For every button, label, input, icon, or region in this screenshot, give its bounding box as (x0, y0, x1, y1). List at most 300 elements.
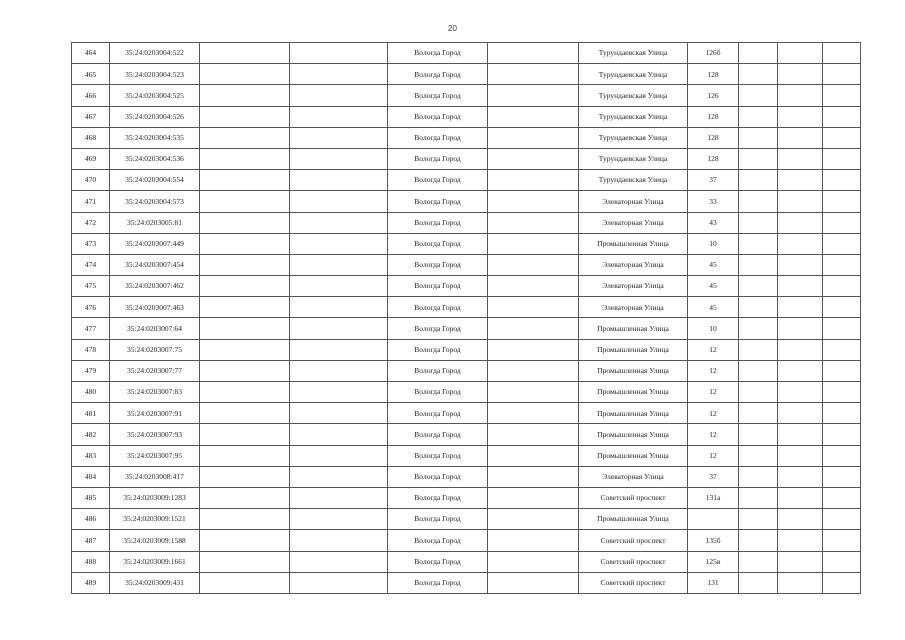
street-cell: Промышленная Улица (579, 339, 688, 360)
table-row (72, 445, 861, 466)
empty-cell (200, 572, 290, 593)
empty-cell (488, 106, 579, 127)
table-row (72, 43, 861, 64)
street-cell: Турундаевская Улица (579, 85, 688, 106)
table-row (72, 170, 861, 191)
empty-cell (200, 254, 290, 275)
settlement-cell: Вологда Город (388, 233, 488, 254)
empty-cell (739, 360, 778, 381)
empty-cell (823, 212, 861, 233)
empty-cell (488, 148, 579, 169)
empty-cell (488, 403, 579, 424)
empty-cell (290, 382, 388, 403)
empty-cell (823, 382, 861, 403)
cadastral-number-cell: 35:24:0203007:454 (110, 254, 200, 275)
house-number-cell: 37 (688, 170, 739, 191)
settlement-cell: Вологда Город (388, 360, 488, 381)
empty-cell (200, 148, 290, 169)
empty-cell (823, 85, 861, 106)
empty-cell (823, 297, 861, 318)
settlement-cell: Вологда Город (388, 64, 488, 85)
empty-cell (739, 424, 778, 445)
table-row (72, 509, 861, 530)
row-number-cell: 470 (72, 170, 110, 191)
row-number-cell: 482 (72, 424, 110, 445)
empty-cell (823, 43, 861, 64)
house-number-cell: 12 (688, 445, 739, 466)
table-row (72, 530, 861, 551)
empty-cell (200, 360, 290, 381)
empty-cell (778, 487, 823, 508)
empty-cell (488, 233, 579, 254)
empty-cell (739, 127, 778, 148)
empty-cell (200, 191, 290, 212)
cadastral-number-cell: 35:24:0203009:1588 (110, 530, 200, 551)
empty-cell (778, 64, 823, 85)
settlement-cell: Вологда Город (388, 572, 488, 593)
row-number-cell: 488 (72, 551, 110, 572)
row-number-cell: 466 (72, 85, 110, 106)
empty-cell (739, 148, 778, 169)
page-number: 20 (448, 24, 457, 33)
cadastral-number-cell: 35:24:0203009:1661 (110, 551, 200, 572)
house-number-cell: 128 (688, 106, 739, 127)
empty-cell (778, 85, 823, 106)
table-row (72, 424, 861, 445)
house-number-cell: 128 (688, 64, 739, 85)
row-number-cell: 487 (72, 530, 110, 551)
house-number-cell: 12 (688, 403, 739, 424)
house-number-cell: 126б (688, 43, 739, 64)
empty-cell (823, 509, 861, 530)
empty-cell (200, 85, 290, 106)
empty-cell (739, 254, 778, 275)
empty-cell (200, 424, 290, 445)
cadastral-number-cell: 35:24:0203007:75 (110, 339, 200, 360)
settlement-cell: Вологда Город (388, 403, 488, 424)
empty-cell (823, 487, 861, 508)
street-cell: Промышленная Улица (579, 360, 688, 381)
settlement-cell: Вологда Город (388, 445, 488, 466)
cadastral-number-cell: 35:24:0203004:536 (110, 148, 200, 169)
house-number-cell: 135б (688, 530, 739, 551)
empty-cell (488, 276, 579, 297)
empty-cell (290, 191, 388, 212)
empty-cell (290, 466, 388, 487)
cadastral-number-cell: 35:24:0203004:522 (110, 43, 200, 64)
empty-cell (778, 254, 823, 275)
street-cell: Советский проспект (579, 551, 688, 572)
empty-cell (778, 297, 823, 318)
table-row (72, 360, 861, 381)
settlement-cell: Вологда Город (388, 148, 488, 169)
row-number-cell: 467 (72, 106, 110, 127)
cadastral-number-cell: 35:24:0203007:83 (110, 382, 200, 403)
empty-cell (823, 360, 861, 381)
empty-cell (739, 572, 778, 593)
registry-table (71, 42, 861, 594)
empty-cell (739, 318, 778, 339)
empty-cell (488, 424, 579, 445)
settlement-cell: Вологда Город (388, 297, 488, 318)
empty-cell (200, 382, 290, 403)
row-number-cell: 476 (72, 297, 110, 318)
empty-cell (823, 530, 861, 551)
row-number-cell: 479 (72, 360, 110, 381)
row-number-cell: 469 (72, 148, 110, 169)
empty-cell (739, 233, 778, 254)
street-cell: Промышленная Улица (579, 382, 688, 403)
table-row (72, 339, 861, 360)
row-number-cell: 477 (72, 318, 110, 339)
house-number-cell (688, 509, 739, 530)
street-cell: Элеваторная Улица (579, 254, 688, 275)
empty-cell (200, 403, 290, 424)
empty-cell (290, 297, 388, 318)
street-cell: Советский проспект (579, 530, 688, 551)
street-cell: Элеваторная Улица (579, 276, 688, 297)
empty-cell (290, 509, 388, 530)
house-number-cell: 128 (688, 127, 739, 148)
house-number-cell: 45 (688, 297, 739, 318)
house-number-cell: 12 (688, 424, 739, 445)
empty-cell (290, 43, 388, 64)
empty-cell (778, 191, 823, 212)
table-row (72, 487, 861, 508)
empty-cell (739, 551, 778, 572)
street-cell: Турундаевская Улица (579, 43, 688, 64)
table-row (72, 297, 861, 318)
table-row (72, 254, 861, 275)
cadastral-number-cell: 35:24:0203007:95 (110, 445, 200, 466)
empty-cell (778, 382, 823, 403)
empty-cell (823, 106, 861, 127)
settlement-cell: Вологда Город (388, 127, 488, 148)
empty-cell (823, 403, 861, 424)
empty-cell (823, 276, 861, 297)
empty-cell (200, 339, 290, 360)
table-row (72, 127, 861, 148)
empty-cell (488, 382, 579, 403)
house-number-cell: 126 (688, 85, 739, 106)
street-cell: Турундаевская Улица (579, 127, 688, 148)
empty-cell (200, 64, 290, 85)
row-number-cell: 483 (72, 445, 110, 466)
table-body (72, 43, 861, 594)
house-number-cell: 45 (688, 276, 739, 297)
street-cell: Промышленная Улица (579, 403, 688, 424)
empty-cell (200, 487, 290, 508)
cadastral-number-cell: 35:24:0203009:431 (110, 572, 200, 593)
empty-cell (778, 212, 823, 233)
empty-cell (290, 106, 388, 127)
empty-cell (823, 254, 861, 275)
cadastral-number-cell: 35:24:0203008:417 (110, 466, 200, 487)
empty-cell (488, 64, 579, 85)
street-cell: Турундаевская Улица (579, 148, 688, 169)
row-number-cell: 471 (72, 191, 110, 212)
cadastral-number-cell: 35:24:0203007:93 (110, 424, 200, 445)
settlement-cell: Вологда Город (388, 530, 488, 551)
table-row (72, 572, 861, 593)
empty-cell (739, 106, 778, 127)
empty-cell (823, 424, 861, 445)
empty-cell (488, 487, 579, 508)
empty-cell (739, 43, 778, 64)
settlement-cell: Вологда Город (388, 212, 488, 233)
house-number-cell: 131 (688, 572, 739, 593)
cadastral-number-cell: 35:24:0203004:525 (110, 85, 200, 106)
settlement-cell: Вологда Город (388, 191, 488, 212)
empty-cell (488, 530, 579, 551)
cadastral-number-cell: 35:24:0203004:573 (110, 191, 200, 212)
empty-cell (778, 339, 823, 360)
cadastral-number-cell: 35:24:0203007:449 (110, 233, 200, 254)
table-row (72, 382, 861, 403)
settlement-cell: Вологда Город (388, 339, 488, 360)
settlement-cell: Вологда Город (388, 170, 488, 191)
street-cell: Турундаевская Улица (579, 170, 688, 191)
row-number-cell: 473 (72, 233, 110, 254)
empty-cell (488, 85, 579, 106)
settlement-cell: Вологда Город (388, 276, 488, 297)
row-number-cell: 464 (72, 43, 110, 64)
empty-cell (739, 382, 778, 403)
settlement-cell: Вологда Город (388, 43, 488, 64)
street-cell: Элеваторная Улица (579, 191, 688, 212)
street-cell: Промышленная Улица (579, 424, 688, 445)
empty-cell (823, 170, 861, 191)
row-number-cell: 489 (72, 572, 110, 593)
empty-cell (200, 212, 290, 233)
empty-cell (778, 403, 823, 424)
house-number-cell: 10 (688, 318, 739, 339)
empty-cell (778, 276, 823, 297)
empty-cell (778, 551, 823, 572)
row-number-cell: 481 (72, 403, 110, 424)
empty-cell (488, 572, 579, 593)
empty-cell (290, 403, 388, 424)
empty-cell (290, 127, 388, 148)
cadastral-number-cell: 35:24:0203007:91 (110, 403, 200, 424)
settlement-cell: Вологда Город (388, 254, 488, 275)
empty-cell (823, 466, 861, 487)
settlement-cell: Вологда Город (388, 509, 488, 530)
empty-cell (290, 487, 388, 508)
empty-cell (200, 170, 290, 191)
table-row (72, 551, 861, 572)
empty-cell (290, 339, 388, 360)
empty-cell (823, 339, 861, 360)
table-row (72, 64, 861, 85)
empty-cell (739, 466, 778, 487)
empty-cell (488, 212, 579, 233)
empty-cell (200, 318, 290, 339)
empty-cell (778, 445, 823, 466)
cadastral-number-cell: 35:24:0203004:554 (110, 170, 200, 191)
empty-cell (290, 85, 388, 106)
empty-cell (823, 572, 861, 593)
cadastral-number-cell: 35:24:0203005:81 (110, 212, 200, 233)
row-number-cell: 465 (72, 64, 110, 85)
empty-cell (488, 339, 579, 360)
empty-cell (739, 530, 778, 551)
cadastral-number-cell: 35:24:0203009:1283 (110, 487, 200, 508)
empty-cell (739, 445, 778, 466)
empty-cell (778, 530, 823, 551)
table-row (72, 276, 861, 297)
empty-cell (739, 212, 778, 233)
empty-cell (823, 191, 861, 212)
empty-cell (778, 318, 823, 339)
empty-cell (200, 106, 290, 127)
empty-cell (739, 191, 778, 212)
street-cell: Турундаевская Улица (579, 106, 688, 127)
empty-cell (290, 64, 388, 85)
street-cell: Турундаевская Улица (579, 64, 688, 85)
empty-cell (778, 43, 823, 64)
row-number-cell: 468 (72, 127, 110, 148)
empty-cell (488, 170, 579, 191)
empty-cell (200, 233, 290, 254)
cadastral-number-cell: 35:24:0203007:77 (110, 360, 200, 381)
empty-cell (290, 530, 388, 551)
empty-cell (290, 276, 388, 297)
row-number-cell: 484 (72, 466, 110, 487)
empty-cell (778, 509, 823, 530)
street-cell: Элеваторная Улица (579, 212, 688, 233)
empty-cell (488, 445, 579, 466)
empty-cell (200, 466, 290, 487)
empty-cell (823, 127, 861, 148)
settlement-cell: Вологда Город (388, 382, 488, 403)
empty-cell (739, 297, 778, 318)
empty-cell (823, 64, 861, 85)
empty-cell (778, 424, 823, 445)
house-number-cell: 128 (688, 148, 739, 169)
table-row (72, 191, 861, 212)
table-row (72, 233, 861, 254)
house-number-cell: 12 (688, 382, 739, 403)
empty-cell (739, 339, 778, 360)
cadastral-number-cell: 35:24:0203007:463 (110, 297, 200, 318)
street-cell: Промышленная Улица (579, 318, 688, 339)
house-number-cell: 10 (688, 233, 739, 254)
house-number-cell: 12 (688, 339, 739, 360)
empty-cell (290, 572, 388, 593)
empty-cell (739, 276, 778, 297)
empty-cell (739, 170, 778, 191)
row-number-cell: 472 (72, 212, 110, 233)
street-cell: Промышленная Улица (579, 233, 688, 254)
settlement-cell: Вологда Город (388, 424, 488, 445)
cadastral-number-cell: 35:24:0203004:526 (110, 106, 200, 127)
street-cell: Элеваторная Улица (579, 297, 688, 318)
street-cell: Советский проспект (579, 572, 688, 593)
empty-cell (778, 572, 823, 593)
empty-cell (290, 360, 388, 381)
empty-cell (200, 530, 290, 551)
empty-cell (290, 551, 388, 572)
empty-cell (200, 509, 290, 530)
cadastral-number-cell: 35:24:0203004:535 (110, 127, 200, 148)
empty-cell (488, 551, 579, 572)
empty-cell (823, 148, 861, 169)
house-number-cell: 43 (688, 212, 739, 233)
empty-cell (739, 85, 778, 106)
settlement-cell: Вологда Город (388, 106, 488, 127)
empty-cell (290, 424, 388, 445)
empty-cell (778, 360, 823, 381)
empty-cell (778, 127, 823, 148)
empty-cell (290, 318, 388, 339)
table-row (72, 148, 861, 169)
settlement-cell: Вологда Город (388, 487, 488, 508)
empty-cell (823, 233, 861, 254)
empty-cell (290, 170, 388, 191)
empty-cell (200, 551, 290, 572)
row-number-cell: 480 (72, 382, 110, 403)
empty-cell (290, 254, 388, 275)
empty-cell (290, 233, 388, 254)
street-cell: Советский проспект (579, 487, 688, 508)
table-row (72, 106, 861, 127)
street-cell: Элеваторная Улица (579, 466, 688, 487)
house-number-cell: 131а (688, 487, 739, 508)
table-row (72, 85, 861, 106)
empty-cell (290, 212, 388, 233)
table-row (72, 318, 861, 339)
cadastral-number-cell: 35:24:0203007:462 (110, 276, 200, 297)
empty-cell (488, 318, 579, 339)
house-number-cell: 45 (688, 254, 739, 275)
house-number-cell: 12 (688, 360, 739, 381)
empty-cell (200, 43, 290, 64)
empty-cell (200, 276, 290, 297)
empty-cell (739, 487, 778, 508)
empty-cell (488, 466, 579, 487)
row-number-cell: 474 (72, 254, 110, 275)
row-number-cell: 485 (72, 487, 110, 508)
house-number-cell: 37 (688, 466, 739, 487)
empty-cell (778, 106, 823, 127)
empty-cell (823, 445, 861, 466)
settlement-cell: Вологда Город (388, 318, 488, 339)
table-row (72, 212, 861, 233)
settlement-cell: Вологда Город (388, 466, 488, 487)
empty-cell (778, 466, 823, 487)
settlement-cell: Вологда Город (388, 551, 488, 572)
row-number-cell: 475 (72, 276, 110, 297)
empty-cell (488, 509, 579, 530)
empty-cell (200, 297, 290, 318)
empty-cell (778, 233, 823, 254)
empty-cell (778, 148, 823, 169)
cadastral-number-cell: 35:24:0203004:523 (110, 64, 200, 85)
empty-cell (739, 509, 778, 530)
street-cell: Промышленная Улица (579, 445, 688, 466)
empty-cell (290, 148, 388, 169)
empty-cell (488, 360, 579, 381)
empty-cell (488, 297, 579, 318)
empty-cell (200, 127, 290, 148)
empty-cell (200, 445, 290, 466)
empty-cell (488, 43, 579, 64)
empty-cell (739, 403, 778, 424)
empty-cell (488, 191, 579, 212)
settlement-cell: Вологда Город (388, 85, 488, 106)
house-number-cell: 33 (688, 191, 739, 212)
